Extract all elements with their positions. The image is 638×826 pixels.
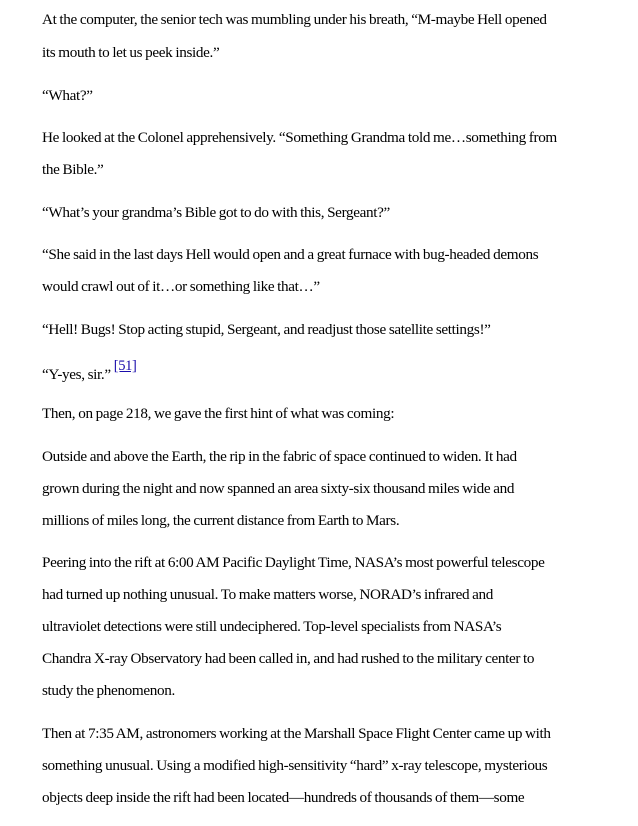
text-line-with-footnote (42, 358, 137, 385)
text-line: “Y-yes, sir.” (42, 366, 111, 383)
text-line: Peering into the rift at 6:00 AM Pacific Daylight Time, NASA’s most powerful telescope (42, 554, 545, 571)
text-line: “She said in the last days Hell would open and a great furnace with bug-headed demons (42, 246, 539, 263)
text-line: the Bible.” (42, 161, 104, 178)
text-line: objects deep inside the rift had been located—hundreds of thousands of them—some (42, 789, 525, 806)
footnote-link[interactable]: [51] (113, 358, 137, 374)
text-line: Then, on page 218, we gave the first hint of what was coming: (42, 405, 395, 422)
text-line: Outside and above the Earth, the rip in the fabric of space continued to widen. It had (42, 448, 517, 465)
text-line: something unusual. Using a modified high-sensitivity “hard” x-ray telescope, mysterious (42, 757, 548, 774)
text-line: He looked at the Colonel apprehensively. “Something Grandma told me…something from (42, 129, 557, 146)
text-line: would crawl out of it…or something like that…” (42, 278, 320, 295)
text-line: grown during the night and now spanned an area sixty-six thousand miles wide and (42, 480, 515, 497)
text-line: ultraviolet detections were still undeciphered. Top-level specialists from NASA’s (42, 618, 502, 635)
text-line: At the computer, the senior tech was mumbling under his breath, “M-maybe Hell opened (42, 11, 547, 28)
text-line: had turned up nothing unusual. To make matters worse, NORAD’s infrared and (42, 586, 494, 603)
text-line: its mouth to let us peek inside.” (42, 44, 220, 61)
text-line: “What’s your grandma’s Bible got to do with this, Sergeant?” (42, 204, 390, 221)
text-line: millions of miles long, the current distance from Earth to Mars. (42, 512, 400, 529)
text-line: Then at 7:35 AM, astronomers working at the Marshall Space Flight Center came up with (42, 725, 551, 742)
text-line: study the phenomenon. (42, 682, 175, 699)
text-line: “Hell! Bugs! Stop acting stupid, Sergeant, and readjust those satellite settings!” (42, 321, 491, 338)
text-line: “What?” (42, 87, 93, 104)
text-line: Chandra X-ray Observatory had been called in, and had rushed to the military center to (42, 650, 535, 667)
